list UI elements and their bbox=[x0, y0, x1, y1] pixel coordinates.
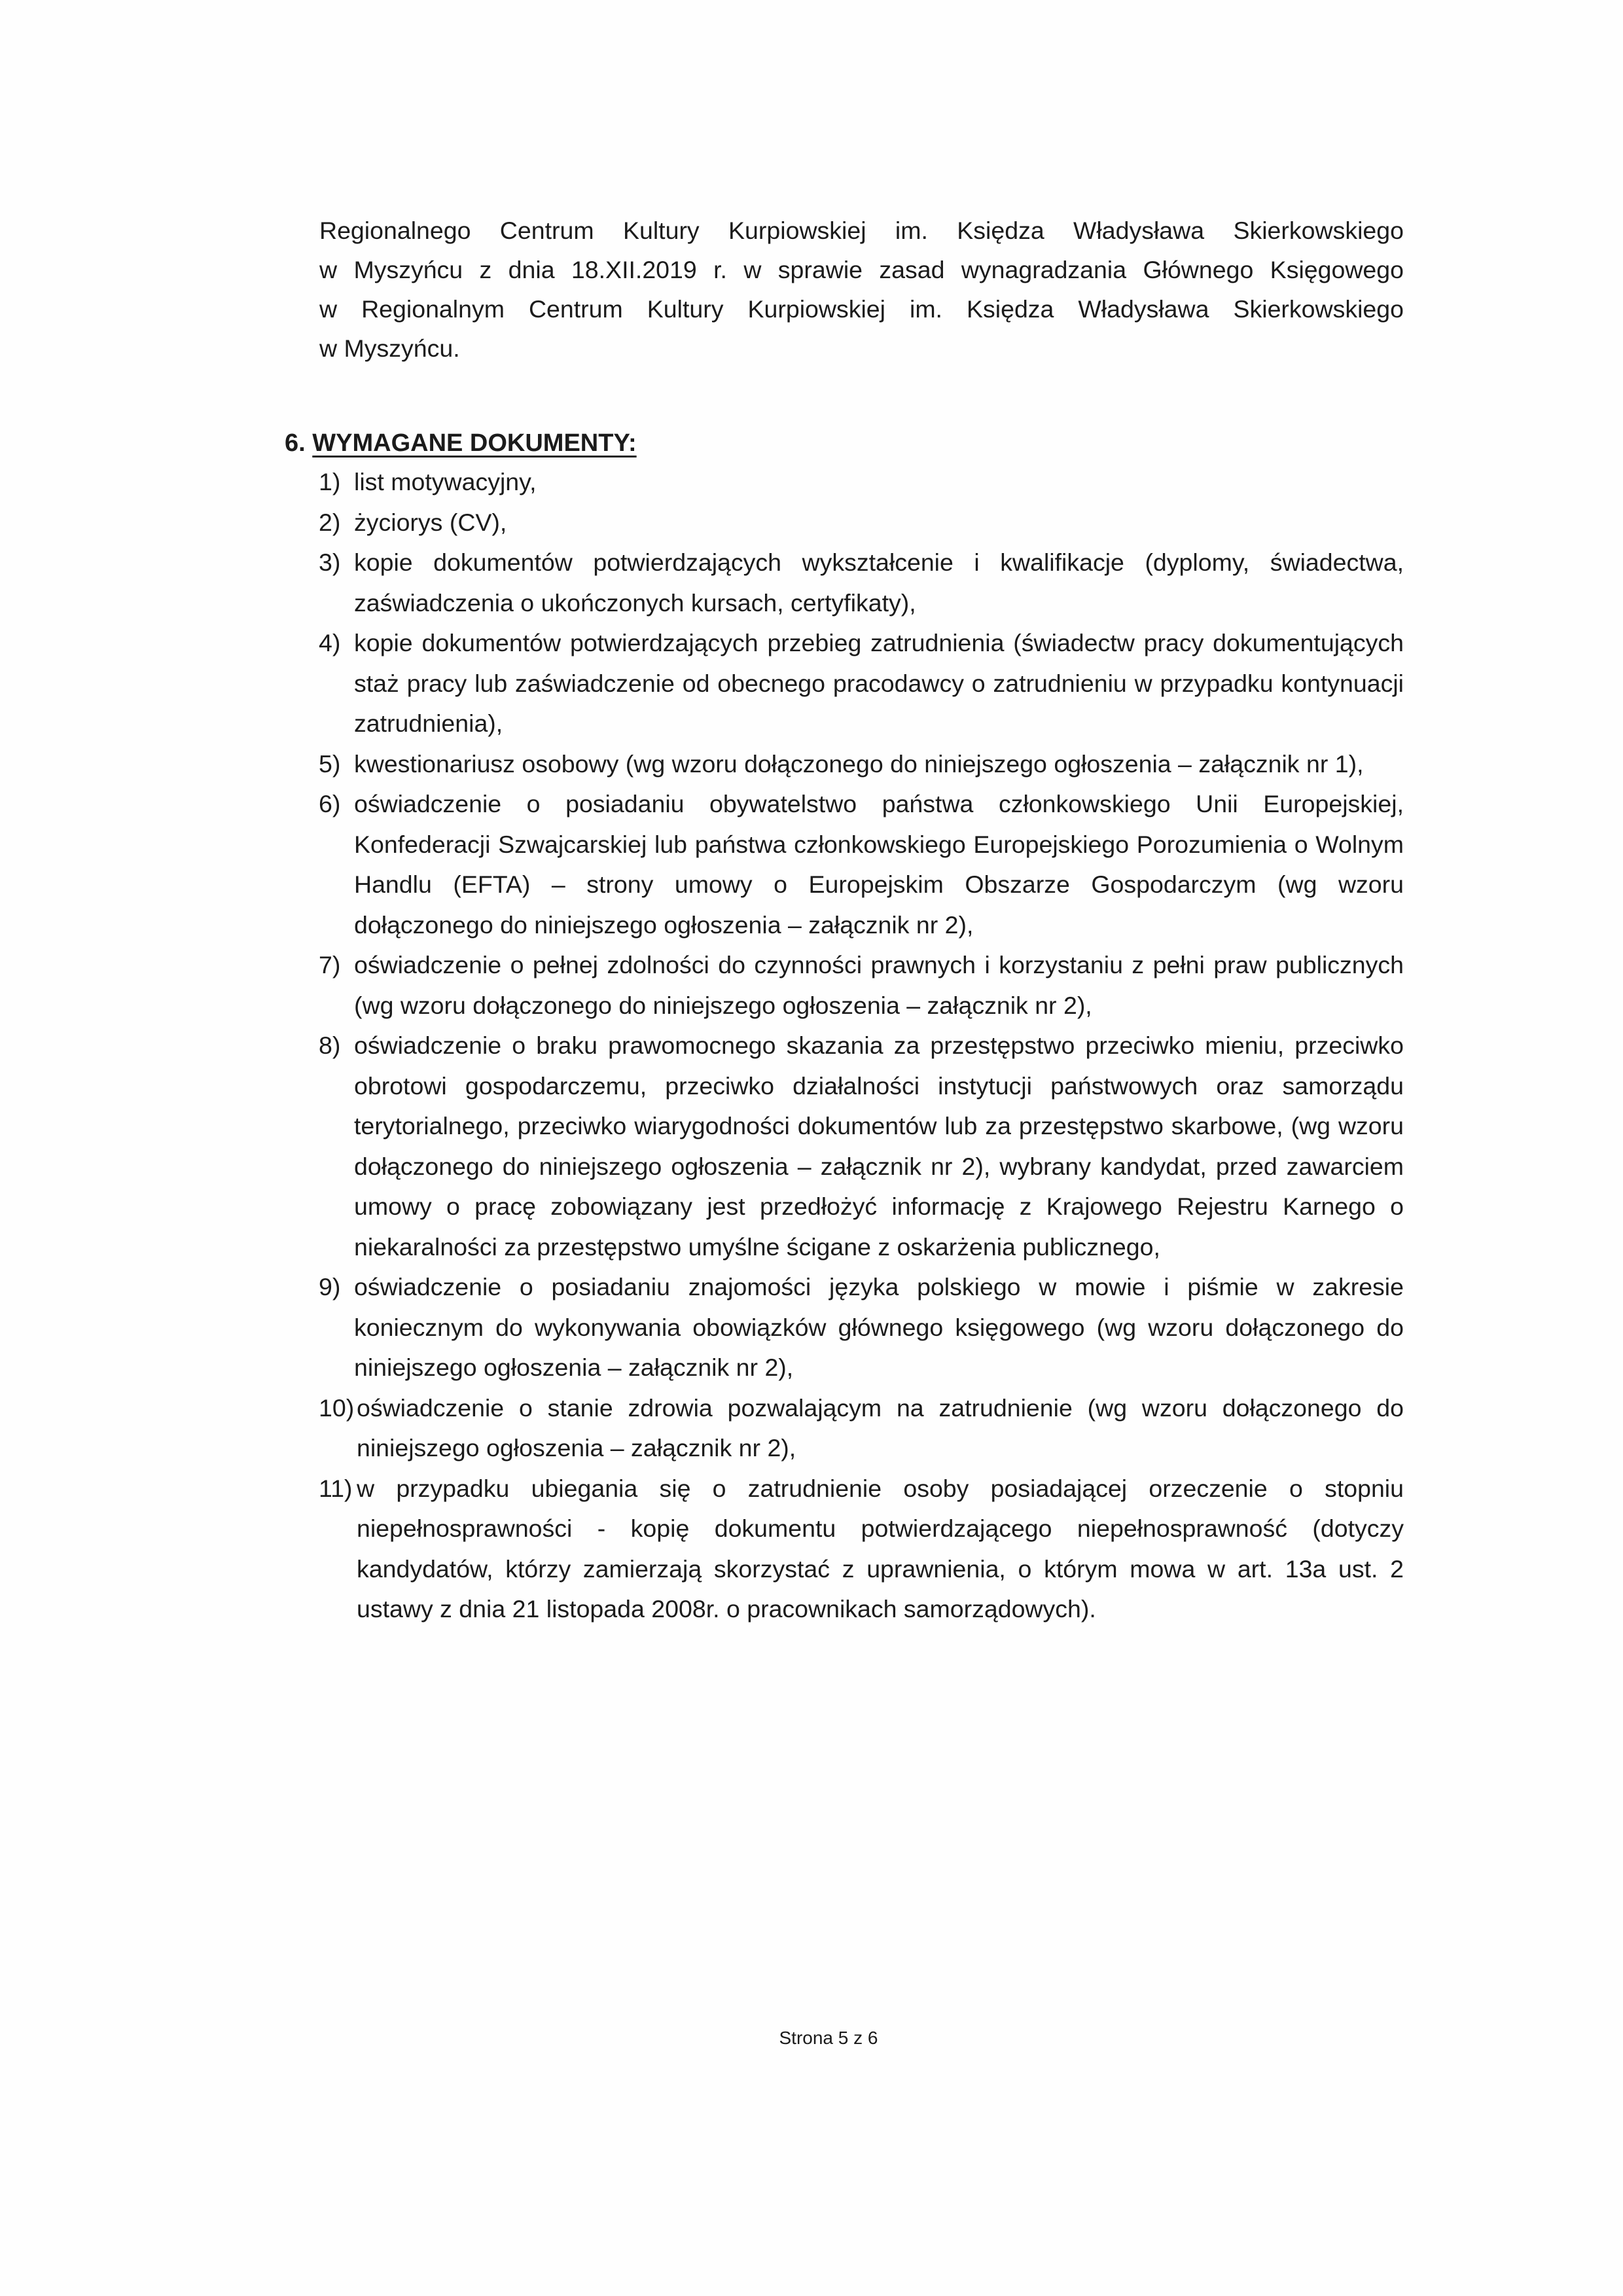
item-text: oświadczenie o stanie zdrowia pozwalającym na zatrudnienie (wg wzoru dołączonego do niniejszego ogłoszenia – załącznik nr 2), bbox=[357, 1393, 1404, 1462]
item-text: list motywacyjny, bbox=[354, 468, 537, 495]
intro-paragraph bbox=[319, 211, 1404, 368]
item-number: 4) bbox=[319, 629, 341, 656]
item-text: kopie dokumentów potwierdzających wykształcenie i kwalifikacje (dyplomy, świadectwa, zaświadczenia o ukończonych kursach, certyfikaty), bbox=[354, 548, 1404, 617]
intro-line: w Myszyńcu z dnia 18.XII.2019 r. w sprawie zasad wynagradzania Głównego Księgowego bbox=[319, 256, 1404, 283]
list-item bbox=[319, 543, 1404, 623]
list-item bbox=[319, 503, 1404, 543]
list-item bbox=[319, 744, 1404, 785]
list-item bbox=[319, 945, 1404, 1026]
section-title: WYMAGANE DOKUMENTY: bbox=[312, 429, 637, 457]
item-text: oświadczenie o posiadaniu znajomości języka polskiego w mowie i piśmie w zakresie koniecznym do wykonywania obowiązków głównego księgowego (wg wzoru dołączonego do niniejszego ogłoszenia – załącznik nr 2), bbox=[354, 1273, 1404, 1381]
list-item bbox=[319, 462, 1404, 503]
item-number: 9) bbox=[319, 1273, 341, 1300]
item-text: oświadczenie o braku prawomocnego skazania za przestępstwo przeciwko mieniu, przeciwko obrotowi gospodarczemu, przeciwko działalności instytucji państwowych oraz samorządu terytorialnego, przeciwko wiarygodności dokumentów lub za przestępstwo skarbowe, (wg wzoru dołączonego do niniejszego ogłoszenia – załącznik nr 2), wybrany kandydat, przed zawarciem umowy o pracę zobowiązany jest przedłożyć informację z Krajowego Rejestru Karnego o niekaralności za przestępstwo umyślne ścigane z oskarżenia publicznego, bbox=[354, 1031, 1404, 1261]
item-text: oświadczenie o pełnej zdolności do czynności prawnych i korzystaniu z pełni praw publicznych (wg wzoru dołączonego do niniejszego ogłoszenia – załącznik nr 2), bbox=[354, 951, 1404, 1019]
required-documents-list bbox=[319, 462, 1404, 1630]
list-item bbox=[319, 1267, 1404, 1388]
item-number: 8) bbox=[319, 1031, 341, 1059]
intro-line: Regionalnego Centrum Kultury Kurpiowskiej im. Księdza Władysława Skierkowskiego bbox=[319, 217, 1404, 244]
list-item bbox=[319, 1026, 1404, 1267]
item-text: życiorys (CV), bbox=[354, 508, 507, 536]
page-footer bbox=[0, 2025, 1623, 2051]
item-number: 10) bbox=[319, 1393, 355, 1422]
list-item bbox=[319, 1388, 1404, 1469]
item-text: kwestionariusz osobowy (wg wzoru dołączonego do niniejszego ogłoszenia – załącznik nr 1), bbox=[354, 749, 1364, 778]
item-number: 6) bbox=[319, 790, 341, 817]
item-number: 1) bbox=[319, 468, 341, 495]
item-number: 2) bbox=[319, 508, 341, 536]
section-number: 6. bbox=[285, 429, 306, 457]
item-text: oświadczenie o posiadaniu obywatelstwo państwa członkowskiego Unii Europejskiej, Konfederacji Szwajcarskiej lub państwa członkowskiego Europejskiego Porozumienia o Wolnym Handlu (EFTA) – strony umowy o Europejskim Obszarze Gospodarczym (wg wzoru dołączonego do niniejszego ogłoszenia – załącznik nr 2), bbox=[354, 790, 1404, 939]
list-item bbox=[319, 784, 1404, 945]
intro-line: w Myszyńcu. bbox=[319, 334, 460, 362]
page-number: Strona 5 z 6 bbox=[779, 2028, 878, 2048]
item-number: 7) bbox=[319, 951, 341, 978]
item-number: 11) bbox=[319, 1474, 353, 1502]
item-number: 5) bbox=[319, 749, 341, 778]
item-number: 3) bbox=[319, 548, 341, 576]
list-item bbox=[319, 1469, 1404, 1630]
item-text: kopie dokumentów potwierdzających przebieg zatrudnienia (świadectw pracy dokumentujących staż pracy lub zaświadczenie od obecnego pracodawcy o zatrudnieniu w przypadku kontynuacji zatrudnienia), bbox=[354, 629, 1404, 737]
item-text: w przypadku ubiegania się o zatrudnienie osoby posiadającej orzeczenie o stopniu niepełnosprawności - kopię dokumentu potwierdzającego niepełnosprawność (dotyczy kandydatów, którzy zamierzają skorzystać z uprawnienia, o którym mowa w art. 13a ust. 2 ustawy z dnia 21 listopada 2008r. o pracownikach samorządowych). bbox=[357, 1474, 1404, 1623]
intro-line: w Regionalnym Centrum Kultury Kurpiowskiej im. Księdza Władysława Skierkowskiego bbox=[319, 295, 1404, 323]
list-item bbox=[319, 623, 1404, 744]
section-heading bbox=[285, 427, 637, 459]
